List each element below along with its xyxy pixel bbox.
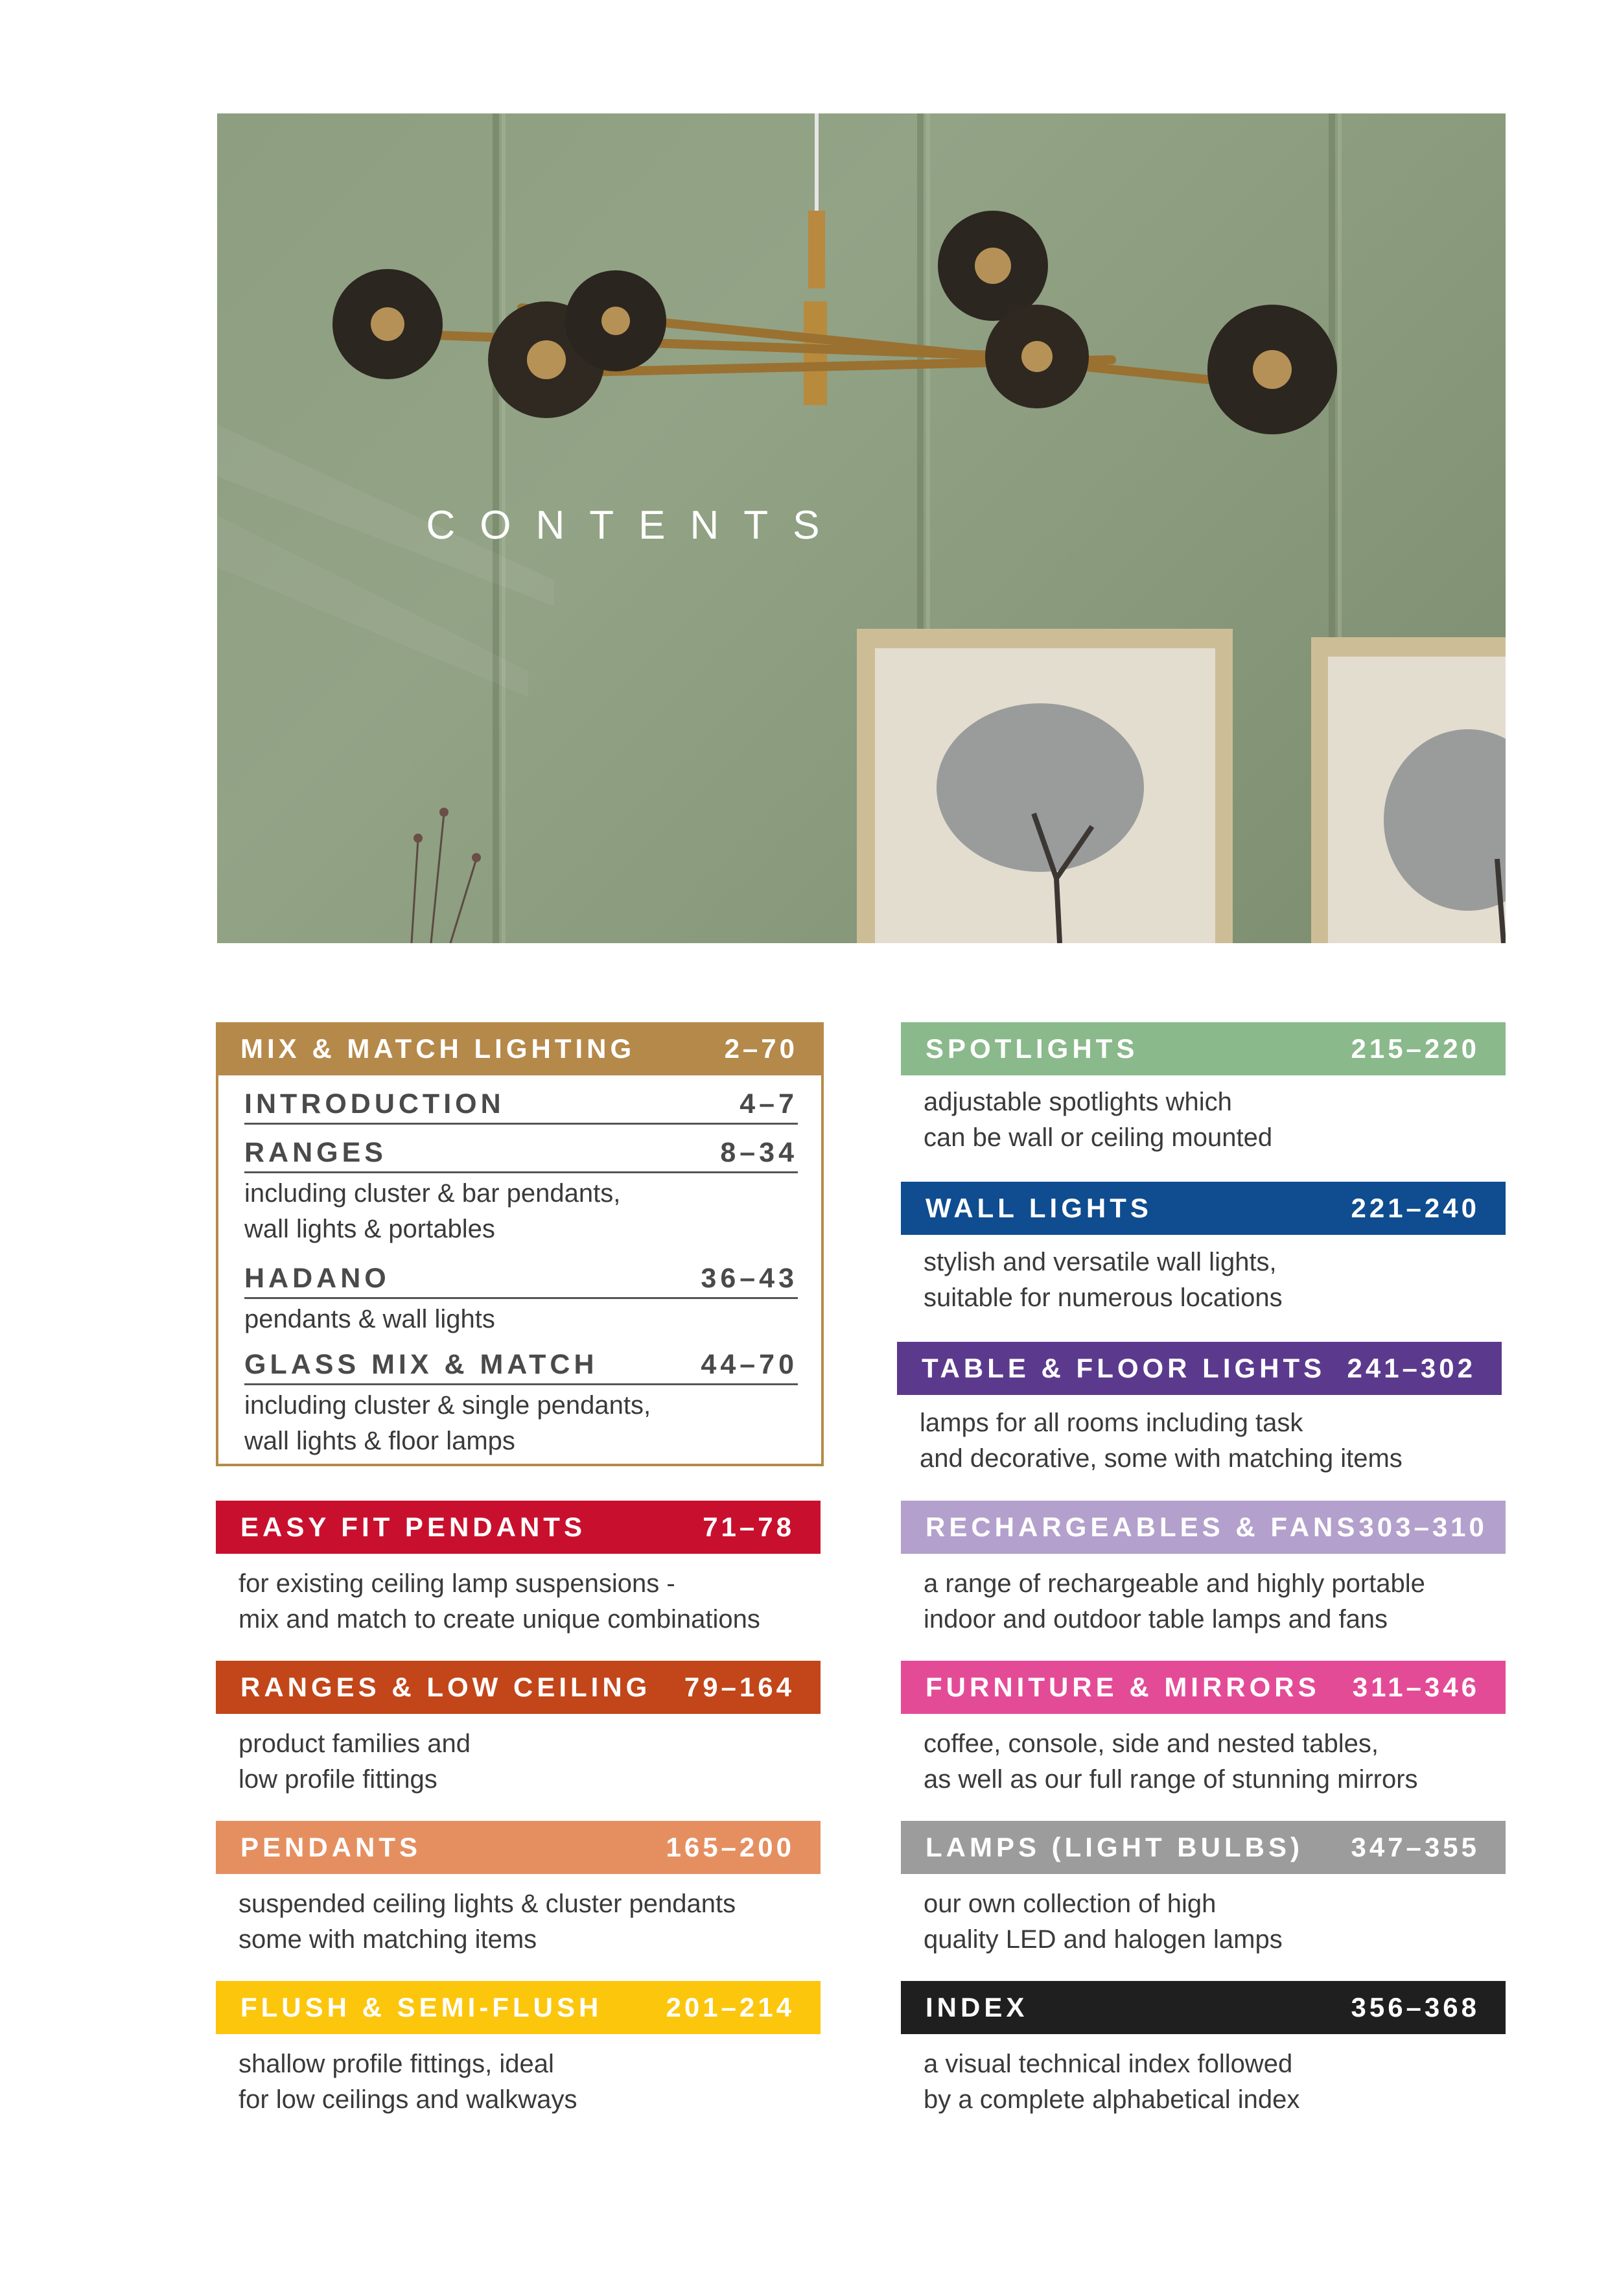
subsection-label: HADANO	[244, 1263, 390, 1294]
section-label: WALL LIGHTS	[926, 1193, 1152, 1223]
subsection-pages: 4–7	[740, 1088, 798, 1119]
section-label: SPOTLIGHTS	[926, 1033, 1139, 1064]
section-pages: 79–164	[684, 1672, 795, 1702]
subsection-hadano[interactable]	[244, 1263, 798, 1299]
section-label: LAMPS (LIGHT BULBS)	[926, 1832, 1303, 1862]
section-rechargeables-fans[interactable]	[901, 1501, 1506, 1554]
section-desc: suspended ceiling lights & cluster pendants some with matching items	[239, 1890, 736, 1954]
section-label: MIX & MATCH LIGHTING	[240, 1033, 636, 1064]
section-ranges-low-ceiling[interactable]	[216, 1661, 821, 1714]
subsection-pages: 44–70	[701, 1349, 798, 1380]
subsection-pages: 36–43	[701, 1263, 798, 1294]
section-spotlights[interactable]	[901, 1022, 1506, 1075]
section-table-floor-lights[interactable]	[897, 1342, 1502, 1395]
section-pages: 201–214	[666, 1992, 795, 2022]
section-pendants[interactable]	[216, 1821, 821, 1874]
section-pages: 347–355	[1351, 1832, 1480, 1862]
subsection-desc: pendants & wall lights	[244, 1305, 495, 1333]
section-pages: 215–220	[1351, 1033, 1480, 1064]
subsection-introduction[interactable]	[244, 1088, 798, 1125]
section-desc: for existing ceiling lamp suspensions - mix and match to create unique combinations	[239, 1569, 760, 1634]
section-pages: 356–368	[1351, 1992, 1480, 2022]
section-desc: coffee, console, side and nested tables, as well as our full range of stunning mirrors	[924, 1729, 1418, 1794]
section-desc: a visual technical index followed by a complete alphabetical index	[924, 2050, 1300, 2114]
section-desc: a range of rechargeable and highly portable indoor and outdoor table lamps and fans	[924, 1569, 1425, 1634]
section-furniture-mirrors[interactable]	[901, 1661, 1506, 1714]
section-pages: 311–346	[1352, 1672, 1480, 1702]
subsection-pages: 8–34	[720, 1137, 798, 1168]
section-lamps-light-bulbs[interactable]	[901, 1821, 1506, 1874]
subsection-glass-mix-match[interactable]	[244, 1349, 798, 1385]
section-label: RECHARGEABLES & FANS	[926, 1512, 1359, 1542]
subsection-label: RANGES	[244, 1137, 387, 1168]
section-label: FURNITURE & MIRRORS	[926, 1672, 1320, 1702]
section-flush-semi-flush[interactable]	[216, 1981, 821, 2034]
subsection-desc: including cluster & bar pendants, wall lights & portables	[244, 1179, 621, 1243]
section-easy-fit-pendants[interactable]	[216, 1501, 821, 1554]
section-label: FLUSH & SEMI-FLUSH	[240, 1992, 603, 2022]
section-pages: 241–302	[1347, 1353, 1476, 1383]
hero-photo	[217, 113, 1506, 943]
section-pages: 221–240	[1351, 1193, 1480, 1223]
section-label: EASY FIT PENDANTS	[240, 1512, 586, 1542]
section-desc: product families and low profile fittings	[239, 1729, 471, 1794]
section-pages: 2–70	[724, 1033, 798, 1064]
section-pages: 303–310	[1358, 1512, 1487, 1542]
section-label: TABLE & FLOOR LIGHTS	[922, 1353, 1326, 1383]
section-index[interactable]	[901, 1981, 1506, 2034]
subsection-label: GLASS MIX & MATCH	[244, 1349, 598, 1380]
section-wall-lights[interactable]	[901, 1182, 1506, 1235]
section-pages: 71–78	[703, 1512, 795, 1542]
section-label: INDEX	[926, 1992, 1029, 2022]
subsection-label: INTRODUCTION	[244, 1088, 505, 1119]
section-pages: 165–200	[666, 1832, 795, 1862]
section-desc: shallow profile fittings, ideal for low ceilings and walkways	[239, 2050, 577, 2114]
mix-match-box	[216, 1022, 824, 1466]
subsection-ranges[interactable]	[244, 1137, 798, 1173]
section-desc: our own collection of high quality LED and halogen lamps	[924, 1890, 1283, 1954]
section-label: RANGES & LOW CEILING	[240, 1672, 651, 1702]
subsection-desc: including cluster & single pendants, wall lights & floor lamps	[244, 1391, 651, 1455]
section-desc: stylish and versatile wall lights, suitable for numerous locations	[924, 1248, 1283, 1312]
section-label: PENDANTS	[240, 1832, 422, 1862]
section-desc: adjustable spotlights which can be wall or ceiling mounted	[924, 1088, 1273, 1152]
page-title: CONTENTS	[426, 503, 844, 548]
section-desc: lamps for all rooms including task and decorative, some with matching items	[920, 1409, 1403, 1473]
